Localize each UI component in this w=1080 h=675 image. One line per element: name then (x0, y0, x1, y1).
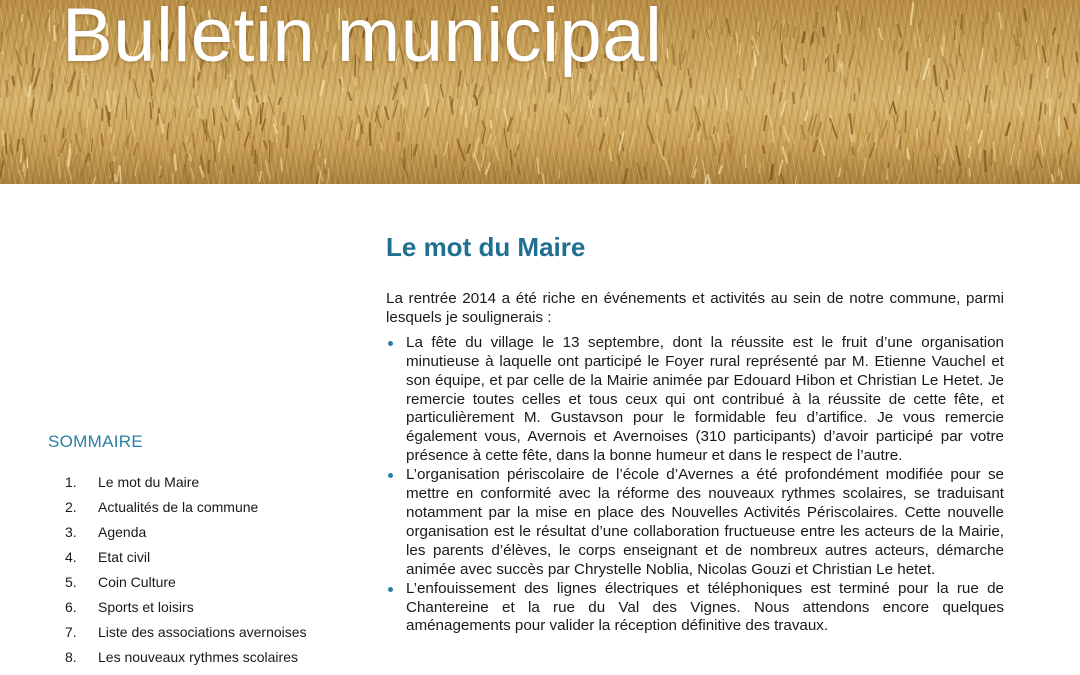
sommaire-item (48, 549, 348, 574)
sommaire-item (48, 624, 348, 649)
header-banner-wheat-field (0, 0, 1080, 184)
sommaire-item (48, 524, 348, 549)
bullet-dot-icon (388, 473, 393, 478)
article-bullet-text: L’enfouissement des lignes électriques et téléphoniques est terminé pour la rue de Chantereine et la rue du Val des Vignes. Nous attendons encore quelques aménagements pour valider la réception définitive des travaux. (406, 579, 1004, 635)
article-body (386, 290, 1004, 636)
bulletin-title: Bulletin municipal (62, 0, 663, 78)
sommaire-item-number: 4. (65, 549, 77, 565)
sommaire-item-number: 3. (65, 524, 77, 540)
sommaire-item (48, 499, 348, 524)
sommaire-item-label: Sports et loisirs (98, 599, 194, 615)
sommaire-item-number: 7. (65, 624, 77, 640)
sommaire-item-label: Les nouveaux rythmes scolaires (98, 649, 298, 665)
sommaire-item-number: 6. (65, 599, 77, 615)
article-title: Le mot du Maire (386, 232, 586, 262)
sommaire-heading: SOMMAIRE (48, 432, 143, 451)
sommaire-item (48, 574, 348, 599)
article-bullet-item (386, 334, 1004, 466)
article-intro: La rentrée 2014 a été riche en événements et activités au sein de notre commune, parmi lesquels je soulignerais : (386, 290, 1004, 326)
sommaire-item-number: 5. (65, 574, 77, 590)
sommaire-item-label: Etat civil (98, 549, 151, 565)
article-bullet-list (386, 334, 1004, 637)
sommaire-item (48, 599, 348, 624)
sommaire-item-label: Agenda (98, 524, 147, 540)
article-bullet-item (386, 466, 1004, 579)
article-bullet-text: L’organisation périscolaire de l’école d’Avernes a été profondément modifiée pour se mettre en conformité avec la réforme des nouveaux rythmes scolaires, se traduisant notamment par la mise en place des Nouvelles Activités Périscolaires. Cette nouvelle organisation est le résultat d’une collaboration fructueuse entre les acteurs de la Mairie, les parents d’élèves, le corps enseignant et de nombreux autres acteurs, démarche animée avec succès par Chrystelle Noblia, Nicolas Gouzi et Christian Le hetet. (406, 466, 1004, 578)
sommaire-item (48, 649, 348, 674)
sommaire-item-number: 2. (65, 499, 77, 515)
sommaire-item-label: Coin Culture (98, 574, 176, 590)
sommaire-item-label: Liste des associations avernoises (98, 624, 307, 640)
bullet-dot-icon (388, 587, 393, 592)
sommaire-item-label: Le mot du Maire (98, 474, 200, 490)
sommaire-list (48, 474, 348, 674)
sommaire-item-label: Actualités de la commune (98, 499, 259, 515)
sommaire-item-number: 8. (65, 649, 77, 665)
sommaire-item (48, 474, 348, 499)
article-bullet-text: La fête du village le 13 septembre, dont la réussite est le fruit d’une organisation minutieuse à laquelle ont participé le Foyer rural représenté par M. Etienne Vauchel et son équipe, et par celle de la Mairie animée par Edouard Hibon et Christian Le Hetet. Je remercie toutes celles et tous ceux qui ont contribué à la réussite de cette fête, et particulièrement M. Gustavson pour le formidable feu d’artifice. Je vous remercie également vous, Avernois et Avernoises (310 participants) d’avoir participé par votre présence à cette fête, dans la bonne humeur et dans le respect de l’autre. (406, 333, 1004, 465)
sommaire-item-number: 1. (65, 474, 77, 490)
bullet-dot-icon (388, 341, 393, 346)
article-bullet-item (386, 580, 1004, 637)
